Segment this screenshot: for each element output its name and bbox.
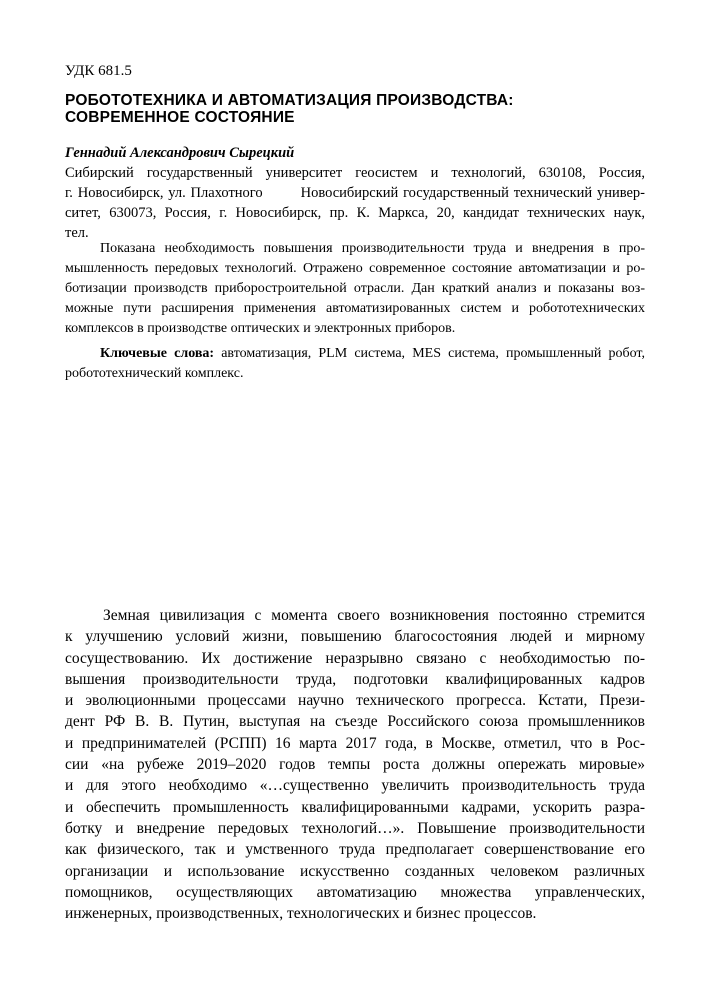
body-paragraph [65,605,645,924]
page-content [65,0,645,924]
body-line: и эволюционными процессами научно технического прогресса. Кстати, Прези- [65,692,645,710]
affiliation-line [65,183,645,203]
body-line: и предпринимателей (РСПП) 16 марта 2017 года, в Москве, отметил, что в Рос- [65,734,645,752]
keywords-line [65,344,645,364]
body-line: сосуществованию. Их достижение неразрывно связано с необходимостью по- [65,649,645,667]
keywords-label: Ключевые слова: [100,346,215,361]
body-line: к улучшению условий жизни, повышению благосостояния людей и мирному [65,628,645,646]
keywords-list-part1: автоматизация, PLM система, MES система, промышленный робот, [214,346,645,361]
paper-title [65,92,645,126]
abstract-line: мышленность передовых технологий. Отражено современное состояние автоматизации и ро- [65,261,645,276]
udc-label: УДК 681.5 [65,63,132,79]
body-line: как физического, так и умственного труда предполагает совершенствование его [65,841,645,859]
affiliation-line: ситет, 630073, Россия, г. Новосибирск, пр. К. Маркса, 20, кандидат технических наук, [65,205,645,221]
body-line: инженерных, производственных, технологических и бизнес процессов. [65,905,537,923]
body-line: сии «на рубеже 2019–2020 годов темпы роста должны опережать мировые» [65,756,645,774]
body-line: ботку и внедрение передовых технологий…». Повышение производительности [65,819,645,837]
affiliation [65,163,645,243]
paper-title-line-1: РОБОТОТЕХНИКА И АВТОМАТИЗАЦИЯ ПРОИЗВОДСТВА: [65,92,514,109]
body-line: и для этого необходимо «…существенно увеличить производительность труда [65,777,645,795]
affiliation-line: тел. [65,225,89,241]
abstract-line: можные пути расширения применения автоматизированных систем и робототехнических [65,301,645,316]
keywords [65,344,645,384]
body-line: организации и использование искусственно созданных человеком различных [65,862,645,880]
keywords-list-part2: робототехнический комплекс. [65,366,244,381]
body-line: и обеспечить промышленность квалифицированными кадрами, ускорить разра- [65,798,645,816]
abstract-line: ботизации производств приборостроительной отрасли. Дан краткий анализ и показаны воз- [65,281,645,296]
body-line: помощников, осуществляющих автоматизацию множества управленческих, [65,883,645,901]
body-line: дент РФ В. В. Путин, выступая на съезде Российского союза промышленников [65,713,645,731]
affiliation-address-part2: Новосибирский государственный технический универ- [300,185,645,201]
abstract [65,239,645,339]
abstract-line: комплексов в производстве оптических и электронных приборов. [65,321,456,336]
affiliation-line: Сибирский государственный университет геосистем и технологий, 630108, Россия, [65,165,645,181]
body-line: вышения производительности труда, подготовки квалифицированных кадров [65,670,645,688]
author-name: Геннадий Александрович Сырецкий [65,145,295,161]
paper-title-line-2: СОВРЕМЕННОЕ СОСТОЯНИЕ [65,109,295,126]
affiliation-address-part1: г. Новосибирск, ул. Плахотного [65,185,263,201]
body-line: Земная цивилизация с момента своего возникновения постоянно стремится [103,607,645,624]
abstract-line: Показана необходимость повышения производительности труда и внедрения в про- [100,241,645,256]
